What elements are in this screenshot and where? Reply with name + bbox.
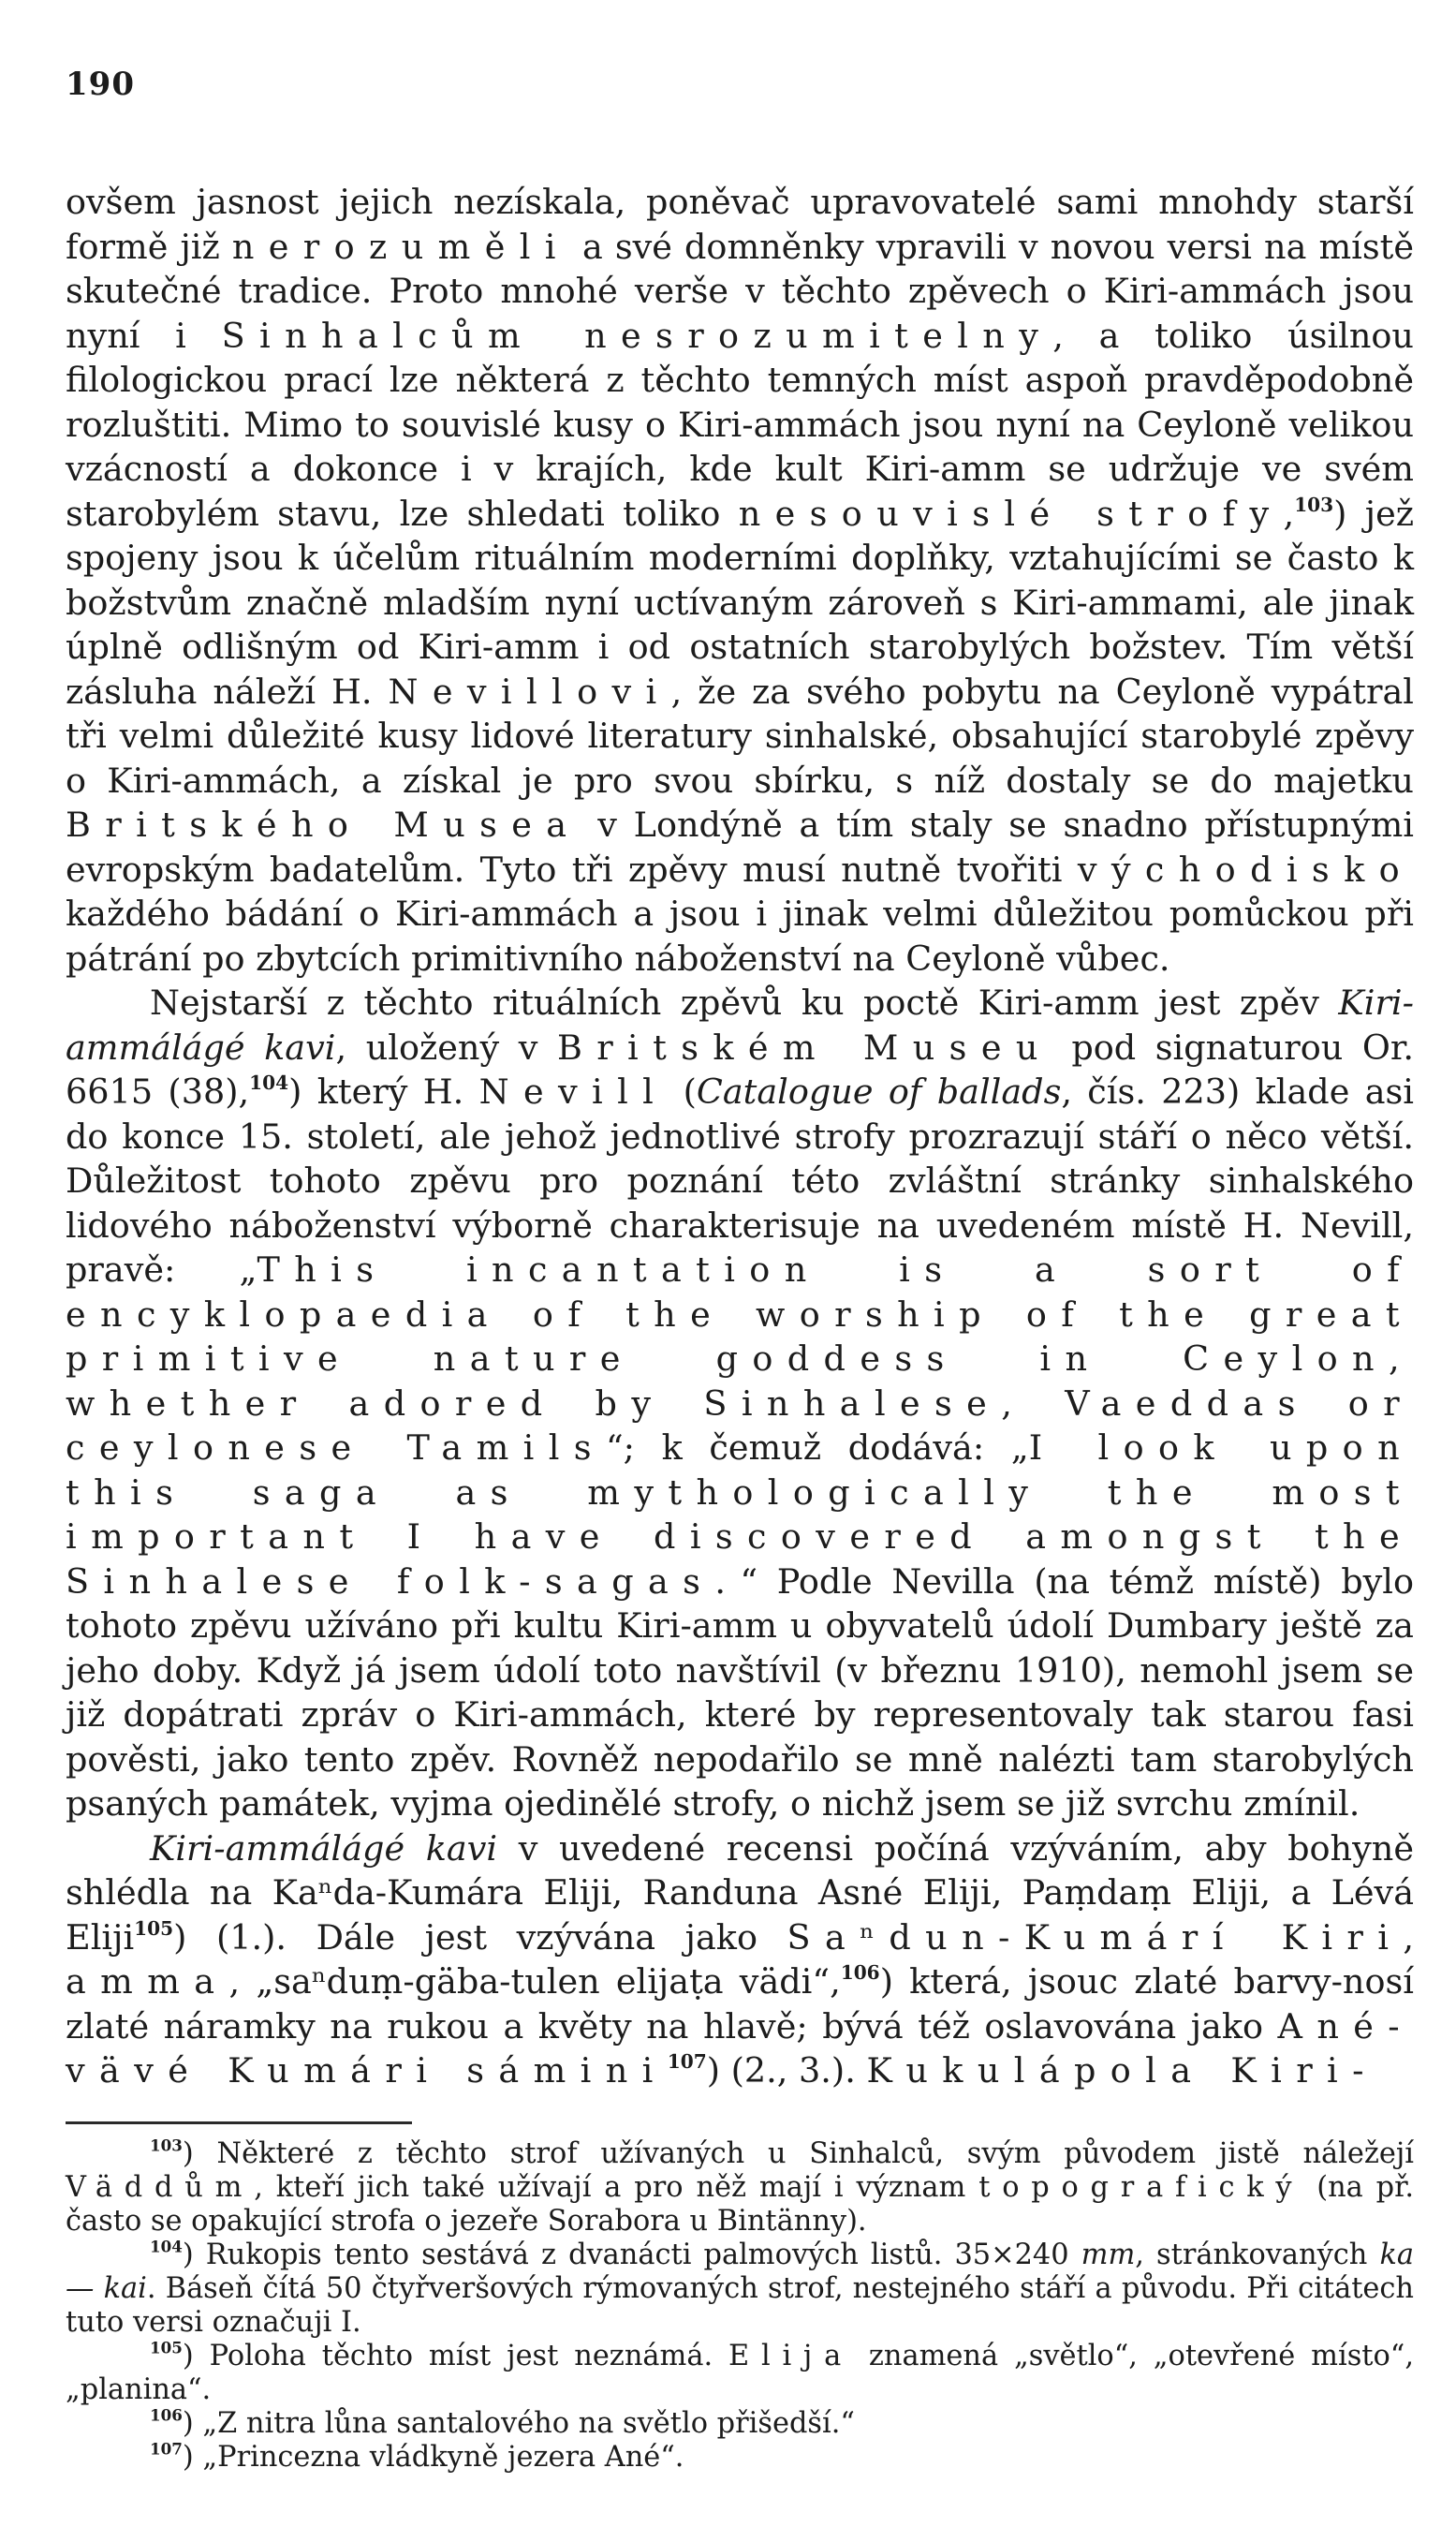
spaced-emphasis: východisko bbox=[1077, 849, 1414, 890]
paragraph bbox=[66, 180, 1414, 981]
text-run: , čís. 223) klade asi do konce 15. století, ale jehož jednotlivé strofy prozrazují stáří o něco větší. Důležitost tohoto zpěvu pro poznání této zvláštní stránky sinhalského lidového náboženství výborně charakterisuje na uvedeném místě H. Nevill, pravě: „ bbox=[66, 1071, 1414, 1290]
text-run: pod signaturou Or. 6615 (38), bbox=[66, 1027, 1415, 1112]
footnote bbox=[66, 2438, 1414, 2475]
text-run: ovšem jasnost jejich nezískala, poněvač upravovatelé sami mnohdy starší formě již bbox=[66, 182, 1414, 267]
text-run: ) (2., 3.). bbox=[706, 2050, 867, 2091]
text-run: znamená „světlo“, „otevřené místo“, „planina“. bbox=[66, 2339, 1414, 2406]
italic-title: Kiri-ammálágé kavi bbox=[66, 983, 1414, 1068]
text-run: , kteří jich také užívají a pro něž mají i význam bbox=[254, 2170, 979, 2204]
text-run: „Princezna vládkyně jezera Ané“. bbox=[193, 2440, 684, 2474]
text-run: Poloha těchto míst jest neznámá. bbox=[193, 2339, 728, 2372]
footnote-paren: ) bbox=[182, 2238, 194, 2271]
footnote bbox=[66, 2404, 1414, 2441]
main-text bbox=[66, 180, 1414, 2093]
spaced-emphasis: nesouvislé strofy bbox=[738, 493, 1284, 534]
footnote-number: 107 bbox=[150, 2438, 183, 2458]
italic-title: Catalogue of ballads bbox=[696, 1071, 1062, 1112]
text-run: každého bádání o Kiri-ammách a jsou i jinak velmi důležitou pomůckou při pátrání po zbytcích primitivního náboženství na Ceyloně vůbec. bbox=[66, 894, 1414, 979]
spaced-emphasis: Elija bbox=[728, 2339, 854, 2372]
spaced-emphasis: This incantation is a sort of encyklopaedia of the worship of the great primitive nature goddess in Ceylon, whether adored by Sinhalese, Vaeddas or ceylonese Tamils bbox=[66, 1249, 1415, 1468]
footnote-paren: ) bbox=[182, 2440, 194, 2474]
text-run: , bbox=[1283, 493, 1295, 534]
spaced-emphasis: Väddům bbox=[66, 2170, 255, 2204]
text-run: , uložený v bbox=[335, 1027, 557, 1068]
spaced-emphasis: I look upon this saga as mythologically the most important I have discovered amongst the Sinhalese folk-sagas. bbox=[66, 1427, 1415, 1602]
text-run: ) která, jsouc zlaté barvy-nosí zlaté náramky na rukou a květy na hlavě; bývá též oslavována jako bbox=[66, 1961, 1414, 2047]
italic-title: ka — kai bbox=[66, 2238, 1414, 2305]
footnote bbox=[66, 2137, 1414, 2239]
footnote-number: 105 bbox=[150, 2337, 183, 2357]
spaced-emphasis: Britského Musea bbox=[66, 805, 581, 845]
footnote-reference: 104 bbox=[249, 1071, 289, 1094]
text-run: “ Podle Nevilla (na témž místě) bylo tohoto zpěvu užíváno při kultu Kiri-amm u obyvatelů údolí Dumbary ještě za jeho doby. Když já jsem údolí toto navštívil (v březnu 1910), nemohl jsem se již dopátrati zpráv o Kiri-ammách, které by representovaly tak starou fasi pověsti, jako tento zpěv. Rovněž nepodařilo se mně nalézti tam starobylých psaných památek, vyjma ojedinělé strofy, o nichž jsem se již svrchu zmínil. bbox=[66, 1560, 1414, 1824]
footnote-reference: 105 bbox=[134, 1916, 174, 1940]
spaced-emphasis: Saⁿdun-Kumárí Kiri bbox=[787, 1916, 1404, 1958]
footnote-reference: 106 bbox=[840, 1960, 880, 1984]
italic-title: Kiri-ammálágé kavi bbox=[150, 1827, 498, 1869]
footnote-number: 103 bbox=[150, 2135, 183, 2154]
spaced-emphasis: Britském Museu bbox=[556, 1027, 1052, 1068]
text-run: , „saⁿduṃ-gäba-tulen elijaṭa vädi“, bbox=[228, 1961, 841, 2002]
footnote-number: 106 bbox=[150, 2404, 183, 2424]
spaced-emphasis: Ané-vävé Kumári sámini bbox=[66, 2005, 1414, 2091]
footnote bbox=[66, 2337, 1414, 2407]
footnote-reference: 103 bbox=[1294, 493, 1334, 516]
spaced-emphasis: Nevill bbox=[478, 1071, 669, 1112]
footnote-reference: 107 bbox=[667, 2049, 707, 2073]
spaced-emphasis: Nevillovi bbox=[388, 671, 671, 712]
footnotes bbox=[66, 2137, 1414, 2475]
text-run: Některé z těchto strof užívaných u Sinhalců, svým původem jistě náležejí bbox=[193, 2136, 1414, 2170]
text-run: Rukopis tento sestává z dvanácti palmových listů. 35×240 bbox=[193, 2238, 1081, 2271]
paragraph bbox=[66, 1826, 1414, 2093]
text-run: „Z nitra lůna santalového na světlo přišedší.“ bbox=[193, 2406, 855, 2440]
spaced-emphasis: amma bbox=[66, 1961, 229, 2002]
footnote-separator bbox=[66, 2121, 412, 2124]
text-run: , že za svého pobytu na Ceyloně vypátral tři velmi důležité kusy lidové literatury sinhalské, obsahující starobylé zpěvy o Kiri-ammách, a získal je pro svou sbírku, s níž dostaly se do majetku bbox=[66, 671, 1414, 801]
text-run: a své domněnky vpravili v novou versi na místě skutečné tradice. Proto mnohé verše v těchto zpěvech o Kiri-ammách jsou nyní i bbox=[66, 226, 1414, 356]
text-run: , stránkovaných bbox=[1135, 2238, 1380, 2271]
page-number: 190 bbox=[66, 66, 135, 103]
footnote-paren: ) bbox=[182, 2136, 194, 2170]
paragraph bbox=[66, 981, 1414, 1826]
text-run: ) (1.). Dále jest vzývána jako bbox=[173, 1916, 787, 1958]
footnote-paren: ) bbox=[182, 2406, 194, 2440]
footnote-paren: ) bbox=[182, 2339, 194, 2372]
text-run: , bbox=[1403, 1916, 1414, 1958]
text-run: “; k čemuž dodává: „ bbox=[605, 1427, 1029, 1468]
text-run: . Báseň čítá 50 čtyřveršových rýmovaných strof, nestejného stáří a původu. Při citátech tuto versi označuji I. bbox=[66, 2271, 1414, 2339]
text-run: ) jež spojeny jsou k účelům rituálním moderními doplňky, vztahujícími se často k božstvům značně mladším nyní uctívaným zároveň s Kiri-ammami, ale jinak úplně odlišným od Kiri-amm i od ostatních starobylých božstev. Tím větší zásluha náleží H. bbox=[66, 493, 1414, 712]
footnote-number: 104 bbox=[150, 2236, 183, 2255]
text-run: (na př. často se opakující strofa o jezeře Sorabora u Bintänny). bbox=[66, 2170, 1414, 2238]
spaced-emphasis: nerozuměli bbox=[231, 226, 570, 267]
text-run: ( bbox=[668, 1071, 697, 1112]
spaced-emphasis: Sinhalcům nesrozumitelny bbox=[221, 315, 1053, 356]
spaced-emphasis: topografický bbox=[978, 2170, 1304, 2204]
text-run: ) který H. bbox=[288, 1071, 479, 1112]
text-run: v uvedené recensi počíná vzýváním, aby bohyně shlédla na Kaⁿda-Kumára Eliji, Randuna Asné Eliji, Paṃdaṃ Eliji, a Lévá Eliji bbox=[66, 1827, 1414, 1958]
italic-title: mm bbox=[1081, 2238, 1136, 2271]
footnote bbox=[66, 2236, 1414, 2340]
text-run: , a toliko úsilnou filologickou prací lze některá z těchto temných míst aspoň pravděpodobně rozluštiti. Mimo to souvislé kusy o Kiri-ammách jsou nyní na Ceyloně velikou vzácností a dokonce i v krajích, kde kult Kiri-amm se udržuje ve svém starobylém stavu, lze shledati toliko bbox=[66, 315, 1414, 534]
text-run: Nejstarší z těchto rituálních zpěvů ku poctě Kiri-amm jest zpěv bbox=[150, 983, 1339, 1023]
spaced-emphasis: Kukulápola Kiri- bbox=[866, 2050, 1378, 2091]
text-run: v Londýně a tím staly se snadno přístupnými evropským badatelům. Tyto tři zpěvy musí nutně tvořiti bbox=[66, 805, 1414, 890]
book-page bbox=[66, 66, 1414, 2475]
